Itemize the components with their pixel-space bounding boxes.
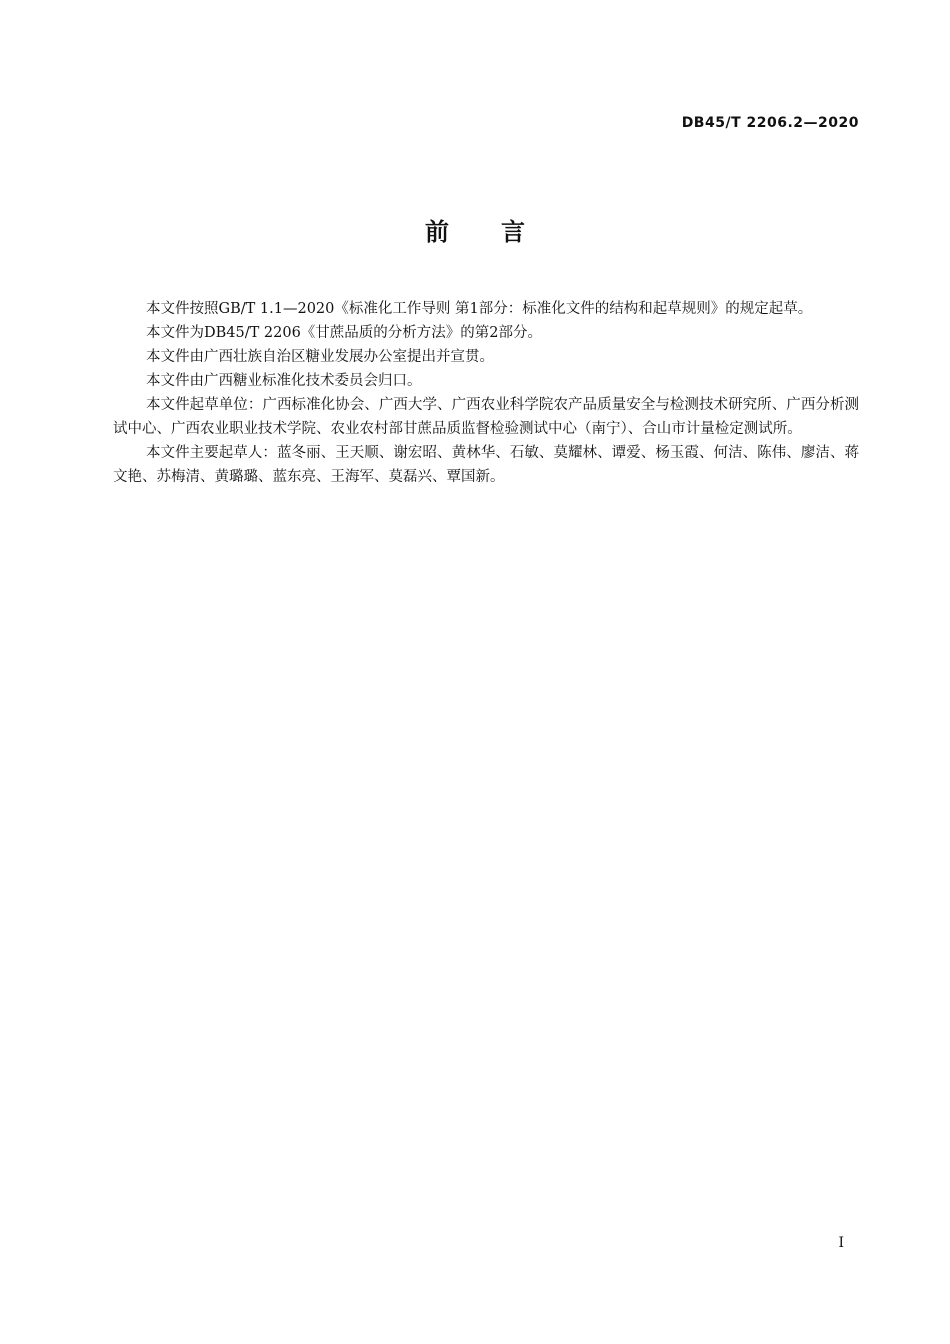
paragraph-drafting-rules: 本文件按照GB/T 1.1—2020《标准化工作导则 第1部分：标准化文件的结构和起草规则》的规定起草。	[146, 301, 813, 317]
document-code: DB45/T 2206.2—2020	[681, 115, 859, 131]
paragraph-part-info: 本文件为DB45/T 2206《甘蔗品质的分析方法》的第2部分。	[146, 325, 543, 341]
document-body	[113, 297, 859, 489]
page-number: I	[838, 1235, 844, 1251]
paragraph-committee: 本文件由广西糖业标准化技术委员会归口。	[146, 373, 422, 389]
paragraph-drafting-units: 本文件起草单位：广西标准化协会、广西大学、广西农业科学院农产品质量安全与检测技术研究所、广西分析测试中心、广西农业职业技术学院、农业农村部甘蔗品质监督检验测试中心（南宁）、合山市计量检定测试所。	[113, 397, 859, 437]
paragraph-proposer: 本文件由广西壮族自治区糖业发展办公室提出并宣贯。	[146, 349, 494, 365]
paragraph-drafters: 本文件主要起草人：蓝冬丽、王天顺、谢宏昭、黄林华、石敏、莫耀林、谭爱、杨玉霞、何洁、陈伟、廖洁、蒋文艳、苏梅清、黄璐璐、蓝东亮、王海军、莫磊兴、覃国新。	[113, 445, 859, 485]
page-title: 前言	[425, 218, 577, 246]
